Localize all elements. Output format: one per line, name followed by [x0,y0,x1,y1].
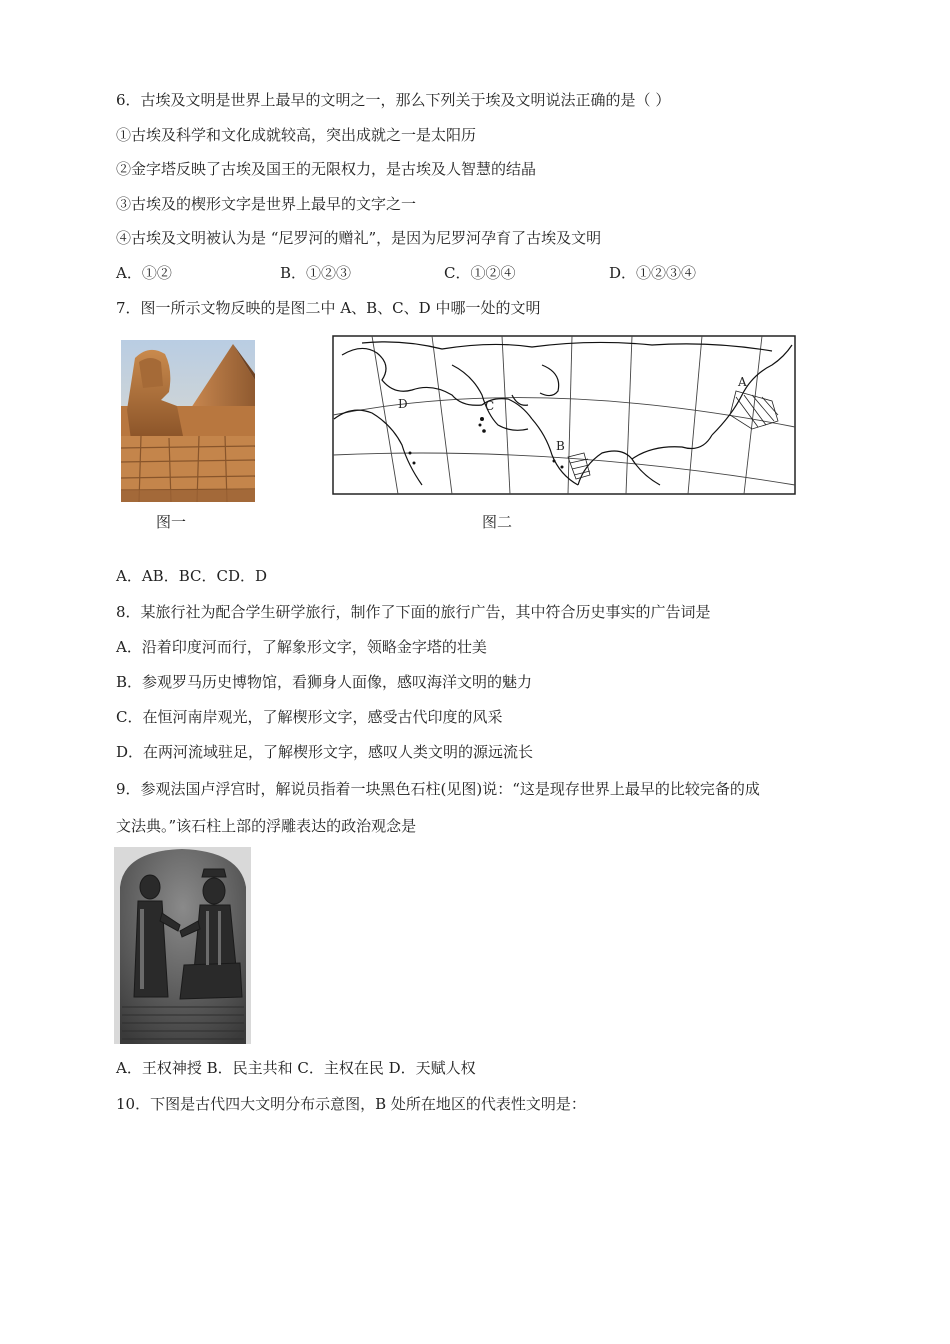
q9-stem-line-2: 文法典。”该石柱上部的浮雕表达的政治观念是 [116,817,417,835]
q6-option-d: D．①②③④ [609,264,697,282]
q9-stem-line-1: 9．参观法国卢浮宫时，解说员指着一块黑色石柱(见图)说：“这是现存世界上最早的比较完备的成 [116,780,760,798]
civilizations-map [332,335,796,495]
figure-1-caption: 图一 [156,513,187,531]
q8-option-b: B．参观罗马历史博物馆，看狮身人面像，感叹海洋文明的魅力 [116,673,533,691]
figure-2-caption: 图二 [482,513,513,531]
sphinx-pyramid-photo [121,340,255,502]
map-label-d: D [398,397,408,411]
q6-statement-4: ④古埃及文明被认为是 “尼罗河的赠礼”，是因为尼罗河孕育了古埃及文明 [116,229,602,247]
map-label-a: A [738,375,747,389]
q7-options: A．AB．BC．CD．D [116,567,267,585]
q6-stem: 6．古埃及文明是世界上最早的文明之一，那么下列关于埃及文明说法正确的是（ ） [116,91,671,109]
q8-option-d: D．在两河流域驻足，了解楔形文字，感叹人类文明的源远流长 [116,743,534,761]
q6-statement-3: ③古埃及的楔形文字是世界上最早的文字之一 [116,195,417,213]
map-label-c: C [485,399,495,413]
code-of-hammurabi-stele-photo [114,847,251,1044]
q8-option-c: C．在恒河南岸观光，了解楔形文字，感受古代印度的风采 [116,708,503,726]
q6-option-c: C．①②④ [444,264,516,282]
map-label-b: B [556,439,565,453]
q7-stem: 7．图一所示文物反映的是图二中 A、B、C、D 中哪一处的文明 [116,299,541,317]
q6-option-b: B．①②③ [280,264,352,282]
q8-stem: 8．某旅行社为配合学生研学旅行，制作了下面的旅行广告，其中符合历史事实的广告词是 [116,603,711,621]
q8-option-a: A．沿着印度河而行，了解象形文字，领略金字塔的壮美 [116,638,487,656]
q10-stem: 10．下图是古代四大文明分布示意图，B 处所在地区的代表性文明是： [116,1095,586,1113]
q6-statement-2: ②金字塔反映了古埃及国王的无限权力，是古埃及人智慧的结晶 [116,160,537,178]
q9-options: A．王权神授 B．民主共和 C．主权在民 D．天赋人权 [116,1059,476,1077]
q6-statement-1: ①古埃及科学和文化成就较高，突出成就之一是太阳历 [116,126,477,144]
q6-option-a: A．①② [116,264,172,282]
